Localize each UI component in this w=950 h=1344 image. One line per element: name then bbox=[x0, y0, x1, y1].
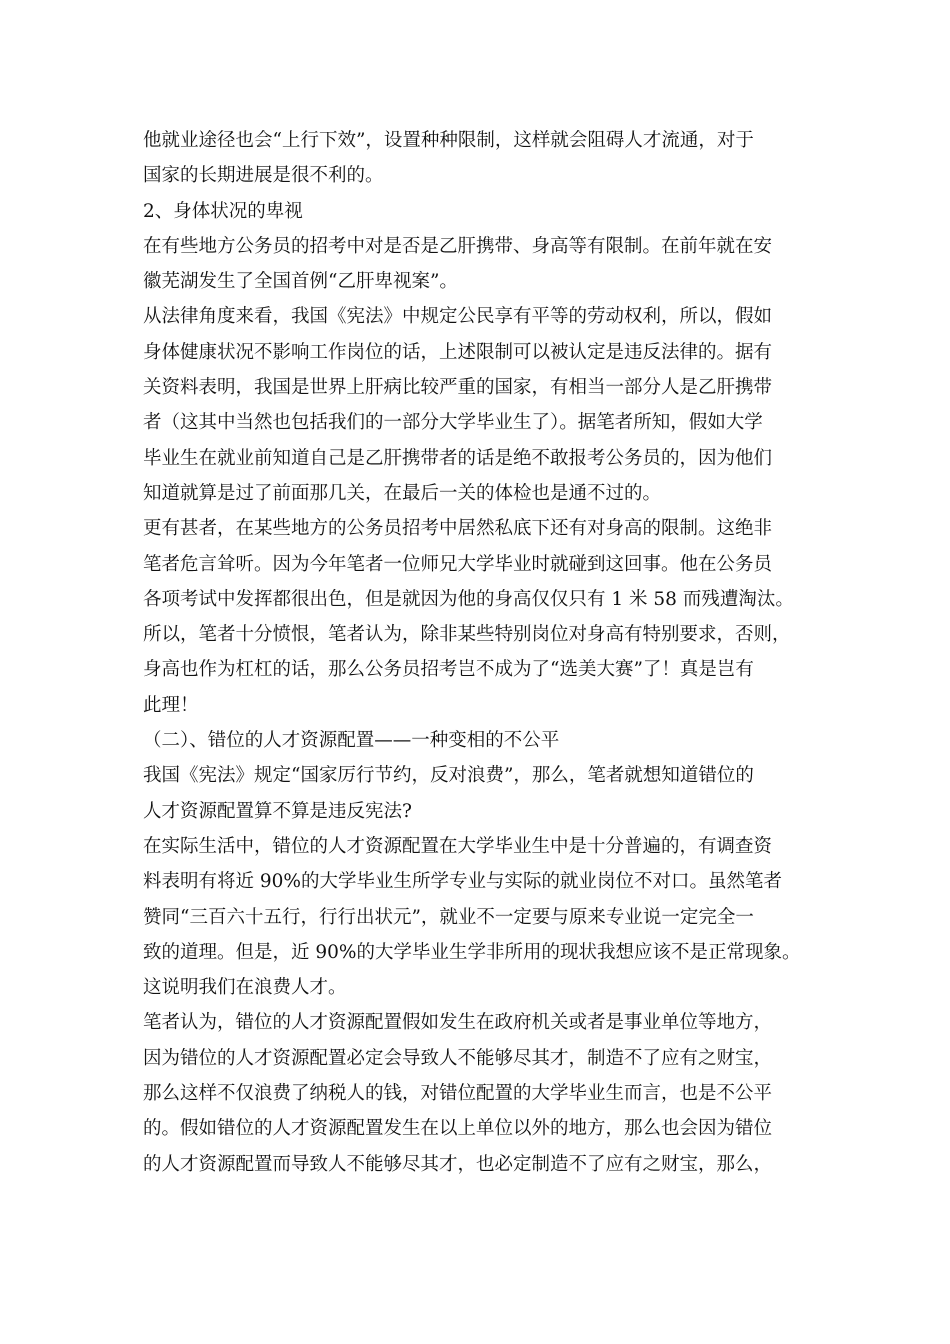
text-line: 在实际生活中，错位的人才资源配置在大学毕业生中是十分普遍的，有调查资 bbox=[143, 835, 773, 857]
text-line: 知道就算是过了前面那几关，在最后一关的体检也是通不过的。 bbox=[143, 482, 662, 504]
text-line: 的人才资源配置而导致人不能够尽其才，也必定制造不了应有之财宝，那么， bbox=[143, 1153, 773, 1175]
text-line: 更有甚者，在某些地方的公务员招考中居然私底下还有对身高的限制。这绝非 bbox=[143, 518, 773, 540]
text-line: 毕业生在就业前知道自己是乙肝携带者的话是绝不敢报考公务员的，因为他们 bbox=[143, 447, 773, 469]
text-line: 此理！ bbox=[143, 694, 199, 716]
text-line: 赞同“三百六十五行，行行出状元”，就业不一定要与原来专业说一定完全一 bbox=[143, 906, 754, 928]
text-line: 他就业途径也会“上行下效”，设置种种限制，这样就会阻碍人才流通，对于 bbox=[143, 130, 754, 151]
text-line: 从法律角度来看，我国《宪法》中规定公民享有平等的劳动权利，所以，假如 bbox=[143, 306, 773, 328]
text-line: 在有些地方公务员的招考中对是否是乙肝携带、身高等有限制。在前年就在安 bbox=[143, 235, 773, 257]
text-line: 料表明有将近 90%的大学毕业生所学专业与实际的就业岗位不对口。虽然笔者 bbox=[143, 871, 783, 893]
section-heading: （二）、错位的人才资源配置——一种变相的不公平 bbox=[143, 730, 560, 752]
section-heading: 2、身体状况的卑视 bbox=[143, 200, 303, 222]
text-line: 因为错位的人才资源配置必定会导致人不能够尽其才，制造不了应有之财宝， bbox=[143, 1047, 773, 1069]
text-line: 笔者危言耸听。因为今年笔者一位师兄大学毕业时就碰到这回事。他在公务员 bbox=[143, 553, 773, 575]
text-line: 身高也作为杠杠的话，那么公务员招考岂不成为了“选美大赛”了！真是岂有 bbox=[143, 659, 754, 681]
body-text bbox=[143, 123, 823, 1182]
text-line: 致的道理。但是，近 90%的大学毕业生学非所用的现状我想应该不是正常现象。 bbox=[143, 941, 801, 963]
text-line: 徽芜湖发生了全国首例“乙肝卑视案”。 bbox=[143, 271, 458, 293]
text-line: 那么这样不仅浪费了纳税人的钱，对错位配置的大学毕业生而言，也是不公平 bbox=[143, 1083, 773, 1105]
text-line: 人才资源配置算不算是违反宪法? bbox=[143, 800, 412, 822]
text-line: 这说明我们在浪费人才。 bbox=[143, 977, 347, 999]
text-line: 身体健康状况不影响工作岗位的话，上述限制可以被认定是违反法律的。据有 bbox=[143, 341, 773, 363]
text-line: 所以，笔者十分愤恨，笔者认为，除非某些特别岗位对身高有特别要求，否则， bbox=[143, 624, 791, 646]
text-line: 我国《宪法》规定“国家厉行节约，反对浪费”，那么，笔者就想知道错位的 bbox=[143, 765, 754, 787]
text-line: 各项考试中发挥都很出色，但是就因为他的身高仅仅只有 1 米 58 而残遭淘汰。 bbox=[143, 588, 794, 610]
text-line: 笔者认为，错位的人才资源配置假如发生在政府机关或者是事业单位等地方， bbox=[143, 1012, 773, 1034]
text-line: 者（这其中当然也包括我们的一部分大学毕业生了）。据笔者所知，假如大学 bbox=[143, 412, 763, 434]
text-line: 关资料表明，我国是世界上肝病比较严重的国家，有相当一部分人是乙肝携带 bbox=[143, 377, 773, 399]
text-line: 的。假如错位的人才资源配置发生在以上单位以外的地方，那么也会因为错位 bbox=[143, 1118, 773, 1140]
text-line: 国家的长期进展是很不利的。 bbox=[143, 165, 384, 187]
